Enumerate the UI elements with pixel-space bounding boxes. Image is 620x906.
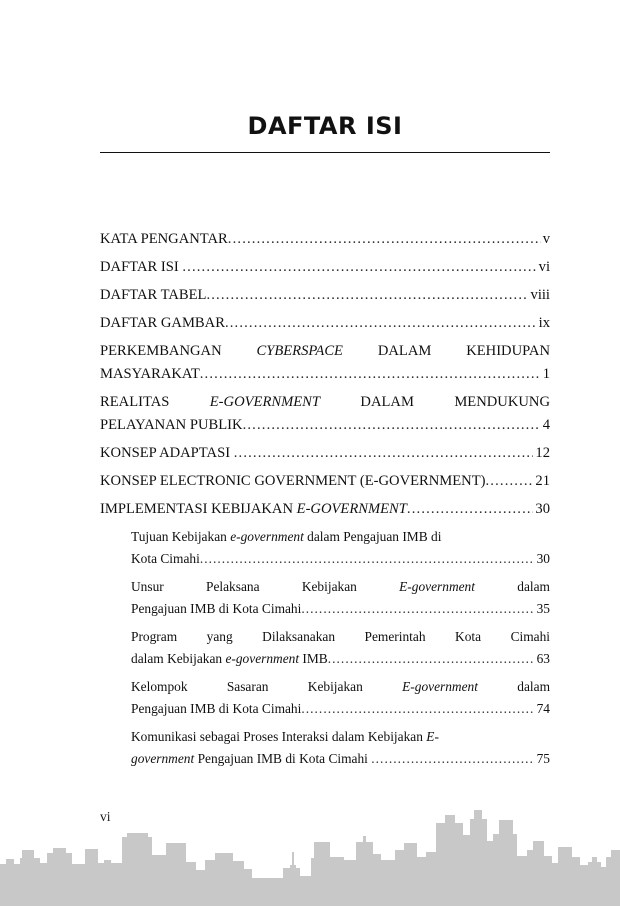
dot-leader (371, 748, 534, 770)
dot-leader (225, 312, 537, 335)
toc-subentry[interactable] (100, 726, 550, 770)
toc-entry-line (131, 598, 550, 620)
toc-page-number: 75 (536, 751, 550, 766)
toc-page-number: 35 (536, 601, 550, 616)
toc-subentry[interactable] (100, 526, 550, 570)
dot-leader (301, 698, 534, 720)
toc-entry-text: DALAM KEHIDUPAN (342, 343, 550, 359)
toc-subentry[interactable] (100, 576, 550, 620)
toc-entry-text-italic: government (131, 751, 195, 766)
skyline-silhouette-path (0, 810, 620, 906)
toc-entry[interactable] (100, 228, 550, 251)
toc-page-number: 12 (535, 445, 550, 461)
toc-entry-text: KONSEP ADAPTASI (100, 445, 234, 461)
title-block (100, 112, 550, 140)
toc-entry-text: DALAM MENDUKUNG (320, 394, 550, 410)
toc-entry-text-italic: E-government (399, 579, 475, 594)
toc-entry-line (131, 526, 550, 548)
table-of-contents (100, 228, 550, 776)
dot-leader (328, 648, 535, 670)
toc-entry-text-italic: E-government (402, 679, 478, 694)
toc-entry-text: dalam Kebijakan (131, 651, 226, 666)
toc-entry-text-italic: E-GOVERNMENT (296, 501, 407, 517)
toc-entry-line (131, 726, 550, 748)
toc-entry-text: KONSEP ELECTRONIC GOVERNMENT (E-GOVERNMENT) (100, 473, 486, 489)
dot-leader (206, 284, 528, 307)
toc-entry[interactable] (100, 340, 550, 386)
toc-entry-text: dalam (477, 679, 550, 694)
dot-leader (234, 442, 534, 465)
toc-entry-text: Kota Cimahi (131, 551, 200, 566)
toc-page-number: 74 (536, 701, 550, 716)
toc-entry[interactable] (100, 470, 550, 493)
dot-leader (200, 363, 541, 386)
toc-entry-line (131, 676, 550, 698)
toc-page-number: ix (538, 315, 550, 331)
toc-entry-line (100, 414, 550, 437)
dot-leader (200, 548, 535, 570)
toc-page-number: 1 (542, 366, 550, 382)
toc-entry-text: Pengajuan IMB di Kota Cimahi (131, 601, 302, 616)
toc-page-number: vi (538, 259, 550, 275)
title-divider (100, 152, 550, 153)
toc-entry-text: Komunikasi sebagai Proses Interaksi dalam Kebijakan (131, 729, 427, 744)
toc-entry-line (100, 340, 550, 363)
toc-entry-text-italic: E-GOVERNMENT (209, 394, 321, 410)
toc-entry[interactable] (100, 284, 550, 307)
dot-leader (182, 256, 536, 279)
toc-entry-text: Tujuan Kebijakan (131, 529, 231, 544)
toc-entry-line (100, 228, 550, 251)
toc-entry-text: Unsur Pelaksana Kebijakan (131, 579, 400, 594)
toc-page-number: 4 (542, 417, 550, 433)
toc-entry[interactable] (100, 498, 550, 521)
toc-entry-text: Kelompok Sasaran Kebijakan (131, 679, 403, 694)
toc-entry-text-italic: e-government (225, 651, 300, 666)
page-title: DAFTAR ISI (247, 112, 403, 140)
toc-entry-text: MASYARAKAT (100, 366, 200, 382)
dot-leader (407, 498, 533, 521)
toc-entry[interactable] (100, 312, 550, 335)
toc-entry-line (131, 548, 550, 570)
toc-entry-text: IMPLEMENTASI KEBIJAKAN (100, 501, 297, 517)
toc-entry-line (131, 576, 550, 598)
toc-entry-line (100, 442, 550, 465)
toc-entry[interactable] (100, 442, 550, 465)
toc-entry-line (100, 391, 550, 414)
toc-entry-text: REALITAS (100, 394, 210, 410)
toc-entry-line (100, 256, 550, 279)
toc-entry-text: PELAYANAN PUBLIK (100, 417, 243, 433)
toc-entry-line (131, 626, 550, 648)
toc-entry-line (100, 498, 550, 521)
toc-entry-text: Program yang Dilaksanakan Pemerintah Kota Cimahi (131, 629, 550, 644)
toc-page-number: v (542, 231, 550, 247)
toc-entry-line (100, 470, 550, 493)
dot-leader (301, 598, 534, 620)
toc-entry-text: dalam (474, 579, 550, 594)
toc-page-number: 30 (535, 501, 550, 517)
toc-entry[interactable] (100, 391, 550, 437)
toc-entry-text: PERKEMBANGAN (100, 343, 257, 359)
toc-subentry[interactable] (100, 676, 550, 720)
toc-entry-text: dalam Pengajuan IMB di (303, 529, 442, 544)
toc-entry[interactable] (100, 256, 550, 279)
toc-page-number: 21 (535, 473, 550, 489)
toc-entry-text-italic: E- (426, 729, 439, 744)
toc-page-number: 63 (536, 651, 550, 666)
toc-entry-line (131, 648, 550, 670)
toc-entry-text: DAFTAR ISI (100, 259, 183, 275)
toc-entry-text: Pengajuan IMB di Kota Cimahi (131, 701, 302, 716)
toc-entry-text-italic: e-government (230, 529, 304, 544)
toc-entry-line (100, 284, 550, 307)
toc-entry-line (100, 363, 550, 386)
toc-entry-line (100, 312, 550, 335)
toc-entry-text: DAFTAR TABEL (100, 287, 207, 303)
dot-leader (486, 470, 534, 493)
toc-page-number: 30 (536, 551, 550, 566)
toc-entry-text-italic: CYBERSPACE (256, 343, 343, 359)
toc-entry-line (131, 698, 550, 720)
toc-entry-text: KATA PENGANTAR (100, 231, 228, 247)
toc-page-number: viii (530, 287, 550, 303)
toc-subentry[interactable] (100, 626, 550, 670)
toc-entry-line (131, 748, 550, 770)
toc-entry-text: Pengajuan IMB di Kota Cimahi (194, 751, 372, 766)
toc-entry-text: IMB (299, 651, 328, 666)
city-skyline-illustration (0, 810, 620, 906)
dot-leader (228, 228, 541, 251)
dot-leader (243, 414, 541, 437)
page-folio-number: vi (100, 809, 111, 824)
toc-entry-text: DAFTAR GAMBAR (100, 315, 225, 331)
